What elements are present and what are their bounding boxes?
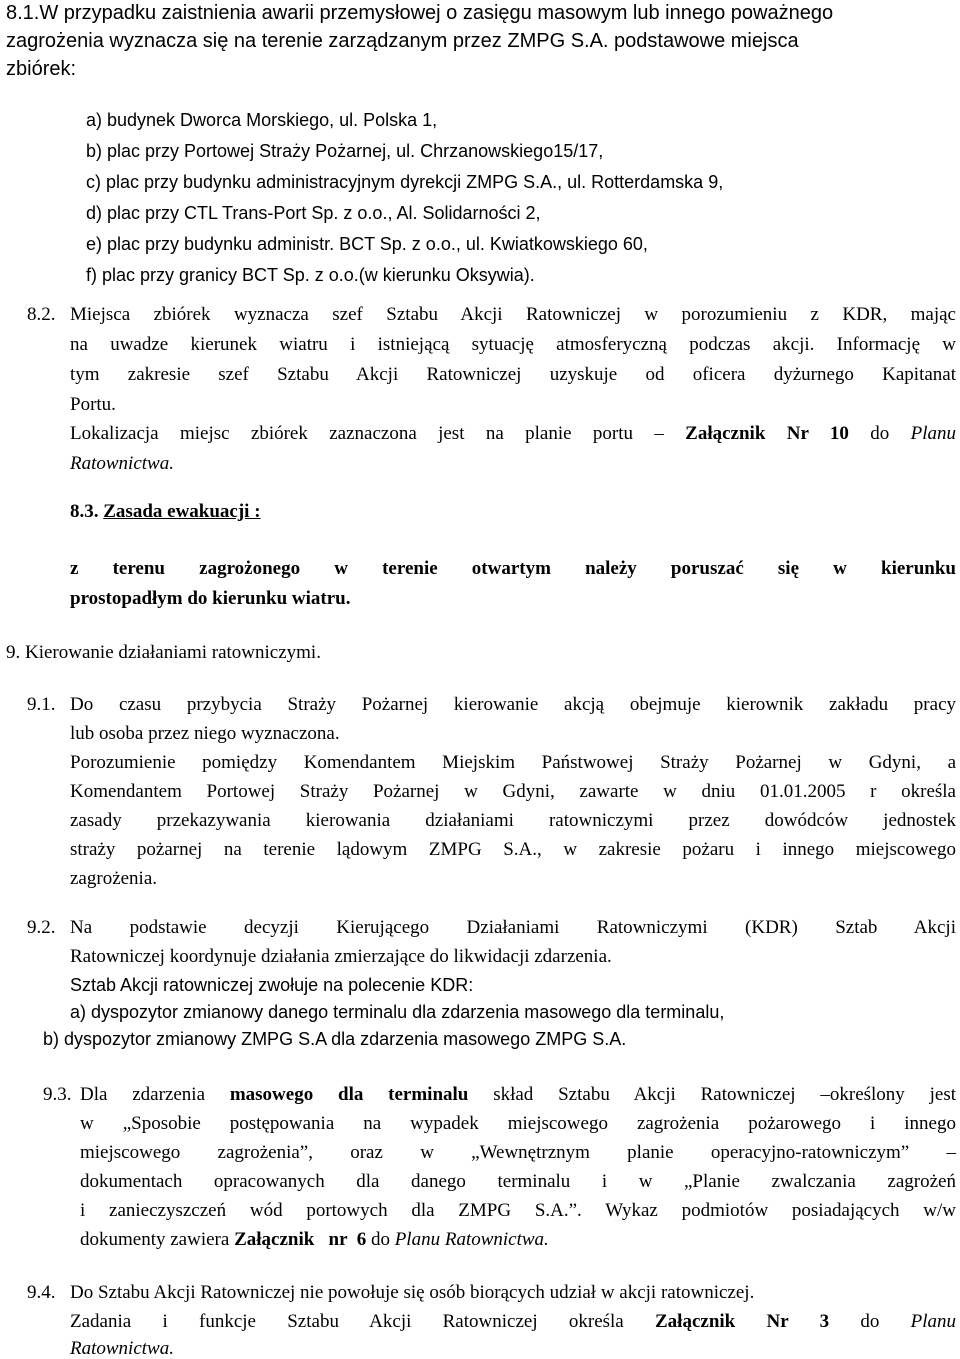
attachment-3-ref: Załącznik Nr 3	[655, 1311, 830, 1332]
section-9-3-line-6	[80, 1230, 549, 1249]
evacuation-rule-line-2: prostopadłym do kierunku wiatru.	[70, 588, 351, 609]
section-9-2-item-a: a) dyspozytor zmianowy danego terminalu dla zdarzenia masowego dla terminalu,	[70, 1002, 725, 1022]
section-9-2-line-3: Sztab Akcji ratowniczej zwołuje na polecenie KDR:	[70, 975, 474, 995]
plan-ref: Planu Ratownictwa.	[394, 1229, 549, 1250]
section-9-2-number: 9.2.	[27, 917, 56, 938]
section-8-1-line-2: zagrożenia wyznacza się na terenie zarządzanym przez ZMPG S.A. podstawowe miejsca	[6, 30, 799, 52]
evacuation-rule-line-1: z terenu zagrożonego w terenie otwartym należy poruszać się w kierunku	[70, 558, 956, 579]
connector-text: do	[366, 1229, 395, 1250]
attachment-10-ref: Załącznik Nr 10	[685, 423, 849, 444]
section-8-3-number: 8.3.	[70, 501, 99, 522]
section-9-3-line-3: miejscowego zagrożenia”, oraz w „Wewnętrznym planie operacyjno-ratowniczym” –	[80, 1142, 956, 1163]
section-9-3-lead-rest: skład Sztabu Akcji Ratowniczej –określony jest	[468, 1084, 956, 1105]
documents-text: dokumenty zawiera	[80, 1229, 235, 1250]
section-9-3-line-2: w „Sposobie postępowania na wypadek miejscowego zagrożenia pożarowego i innego	[80, 1113, 956, 1134]
section-8-2-line-3: tym zakresie szef Sztabu Akcji Ratowniczej uzyskuje od oficera dyżurnego Kapitanat	[70, 364, 956, 385]
plan-ref: Planu	[910, 423, 956, 444]
section-8-2-line-1: Miejsca zbiórek wyznacza szef Sztabu Akcji Ratowniczej w porozumieniu z KDR, mając	[70, 304, 956, 325]
assembly-point-a: a) budynek Dworca Morskiego, ul. Polska 1,	[86, 110, 438, 130]
section-9-3-number: 9.3.	[43, 1084, 72, 1105]
section-8-2-line-4: Portu.	[70, 394, 116, 415]
section-9-1-line-5: zasady przekazywania kierowania działaniami ratowniczymi przez dowódców jednostek	[70, 810, 956, 831]
section-9-4-line-2	[70, 1312, 956, 1331]
assembly-point-d: d) plac przy CTL Trans-Port Sp. z o.o., Al. Solidarności 2,	[86, 203, 541, 223]
attachment-6-ref: Załącznik nr 6	[234, 1229, 367, 1250]
tasks-text: Zadania i funkcje Sztabu Akcji Ratowniczej określa	[70, 1311, 655, 1332]
section-9-1-line-3: Porozumienie pomiędzy Komendantem Miejskim Państwowej Straży Pożarnej w Gdyni, a	[70, 752, 956, 773]
section-9-1-line-2: lub osoba przez niego wyznaczona.	[70, 723, 340, 744]
connector-text: do	[829, 1311, 911, 1332]
section-9-1-line-6: straży pożarnej na terenie lądowym ZMPG S.A., w zakresie pożaru i innego miejscowego	[70, 839, 956, 860]
section-8-3-title: Zasada ewakuacji :	[103, 501, 261, 522]
section-9-3-lead: Dla zdarzenia	[80, 1084, 230, 1105]
assembly-point-f: f) plac przy granicy BCT Sp. z o.o.(w kierunku Oksywia).	[86, 265, 535, 285]
section-9-2-line-2: Ratowniczej koordynuje działania zmierzające do likwidacji zdarzenia.	[70, 946, 612, 967]
section-8-2-line-2: na uwadze kierunek wiatru i istniejącą sytuację atmosferyczną podczas akcji. Informację w	[70, 334, 956, 355]
section-9-4-number: 9.4.	[27, 1282, 56, 1303]
section-8-1-line-1: 8.1.W przypadku zaistnienia awarii przemysłowej o zasięgu masowym lub innego poważnego	[6, 2, 834, 24]
section-8-1-line-3: zbiórek:	[6, 58, 77, 80]
section-9-3-line-4: dokumentach opracowanych dla danego terminalu i w „Planie zwalczania zagrożeń	[80, 1171, 956, 1192]
section-9-heading: 9. Kierowanie działaniami ratowniczymi.	[6, 642, 321, 663]
plan-ref: Planu	[910, 1311, 956, 1332]
section-9-4-line-1: Do Sztabu Akcji Ratowniczej nie powołuje się osób biorących udział w akcji ratowniczej.	[70, 1282, 755, 1303]
assembly-point-e: e) plac przy budynku administr. BCT Sp. z o.o., ul. Kwiatkowskiego 60,	[86, 234, 648, 254]
section-9-1-line-4: Komendantem Portowej Straży Pożarnej w Gdyni, zawarte w dniu 01.01.2005 r określa	[70, 781, 956, 802]
section-9-3-line-1	[80, 1085, 956, 1104]
connector-text: do	[848, 423, 911, 444]
section-8-2-line-6: Ratownictwa.	[70, 453, 174, 474]
location-text: Lokalizacja miejsc zbiórek zaznaczona jest na planie portu –	[70, 423, 686, 444]
assembly-point-b: b) plac przy Portowej Straży Pożarnej, ul. Chrzanowskiego15/17,	[86, 141, 604, 161]
section-9-1-number: 9.1.	[27, 694, 56, 715]
section-8-2-number: 8.2.	[27, 304, 56, 325]
section-9-1-line-7: zagrożenia.	[70, 868, 158, 889]
section-9-1-line-1: Do czasu przybycia Straży Pożarnej kierowanie akcją obejmuje kierownik zakładu pracy	[70, 694, 956, 715]
section-8-3-heading	[70, 502, 261, 521]
section-8-2-line-5	[70, 424, 956, 443]
assembly-point-c: c) plac przy budynku administracyjnym dyrekcji ZMPG S.A., ul. Rotterdamska 9,	[86, 172, 724, 192]
section-9-2-item-b: b) dyspozytor zmianowy ZMPG S.A dla zdarzenia masowego ZMPG S.A.	[43, 1029, 627, 1049]
section-9-2-line-1: Na podstawie decyzji Kierującego Działaniami Ratowniczymi (KDR) Sztab Akcji	[70, 917, 956, 938]
section-9-3-line-5: i zanieczyszczeń wód portowych dla ZMPG S.A.”. Wykaz podmiotów posiadających w/w	[80, 1200, 956, 1221]
section-9-4-line-3: Ratownictwa.	[70, 1338, 174, 1359]
mass-terminal-text: masowego dla terminalu	[229, 1084, 469, 1105]
